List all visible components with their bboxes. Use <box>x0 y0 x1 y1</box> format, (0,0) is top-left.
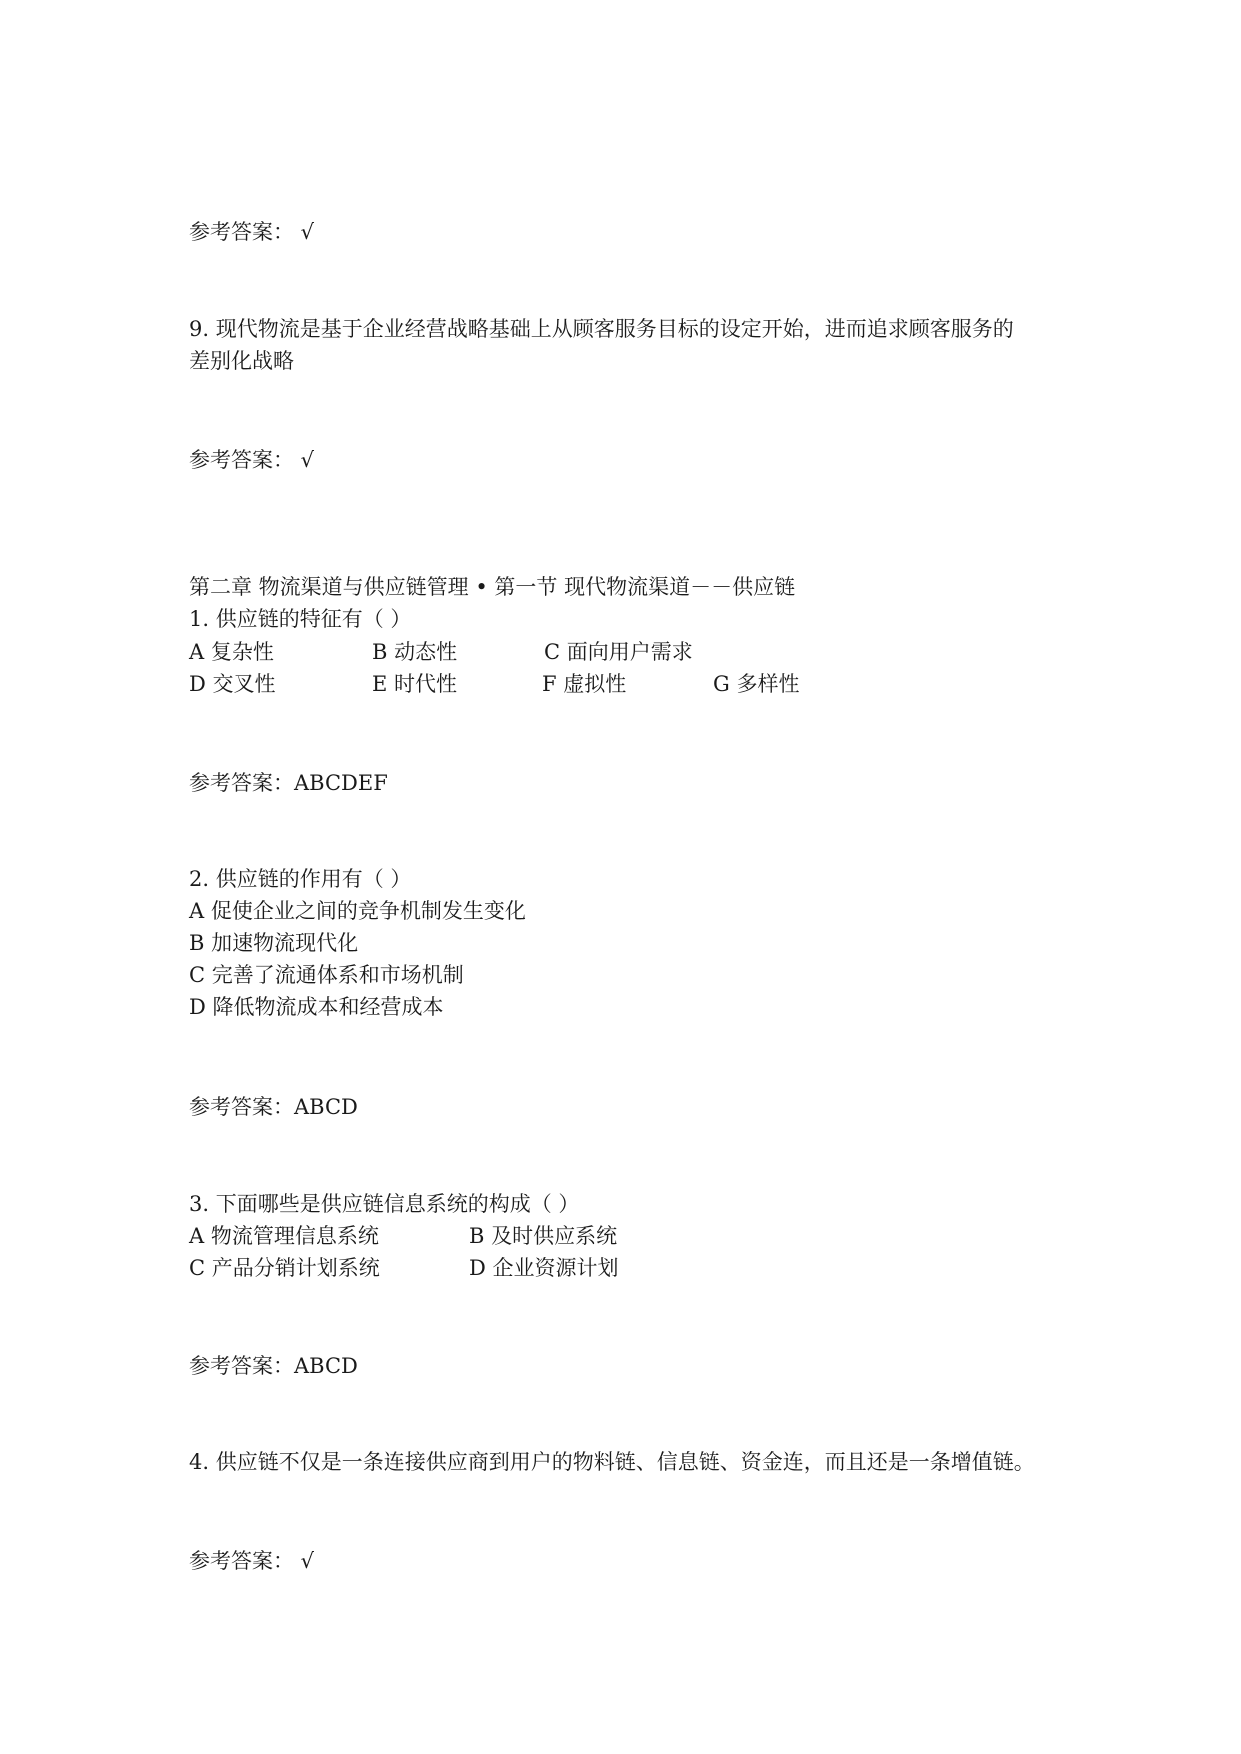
question-2-option-c: C 完善了流通体系和市场机制 <box>189 963 464 987</box>
option-e: E 时代性 <box>372 672 458 696</box>
answer-q8: 参考答案： √ <box>189 220 315 244</box>
question-2-option-d: D 降低物流成本和经营成本 <box>189 995 444 1019</box>
question-2-option-a: A 促使企业之间的竞争机制发生变化 <box>189 899 526 923</box>
answer-q9: 参考答案： √ <box>189 448 315 472</box>
chapter-heading: 第二章 物流渠道与供应链管理 • 第一节 现代物流渠道－－供应链 <box>189 575 796 599</box>
option-b: B 及时供应系统 <box>469 1224 618 1248</box>
question-2-option-b: B 加速物流现代化 <box>189 931 359 955</box>
option-b: B 动态性 <box>372 640 458 664</box>
option-f: F 虚拟性 <box>542 672 627 696</box>
option-d: D 企业资源计划 <box>469 1256 619 1280</box>
option-a: A 物流管理信息系统 <box>189 1224 379 1248</box>
answer-q3: 参考答案：ABCD <box>189 1354 358 1378</box>
question-4: 4. 供应链不仅是一条连接供应商到用户的物料链、信息链、资金连，而且还是一条增值链。 <box>189 1450 1035 1474</box>
question-9-line-2: 差别化战略 <box>189 349 294 373</box>
question-9-line-1: 9. 现代物流是基于企业经营战略基础上从顾客服务目标的设定开始，进而追求顾客服务的 <box>189 317 1014 341</box>
question-2: 2. 供应链的作用有（ ） <box>189 867 412 891</box>
answer-q1: 参考答案：ABCDEF <box>189 771 388 795</box>
answer-q4: 参考答案： √ <box>189 1549 315 1573</box>
option-g: G 多样性 <box>713 672 800 696</box>
option-d: D 交叉性 <box>189 672 276 696</box>
option-c: C 产品分销计划系统 <box>189 1256 380 1280</box>
answer-q2: 参考答案：ABCD <box>189 1095 358 1119</box>
option-c: C 面向用户需求 <box>544 640 693 664</box>
question-1: 1. 供应链的特征有（ ） <box>189 607 412 631</box>
question-3: 3. 下面哪些是供应链信息系统的构成（ ） <box>189 1192 580 1216</box>
option-a: A 复杂性 <box>189 640 274 664</box>
